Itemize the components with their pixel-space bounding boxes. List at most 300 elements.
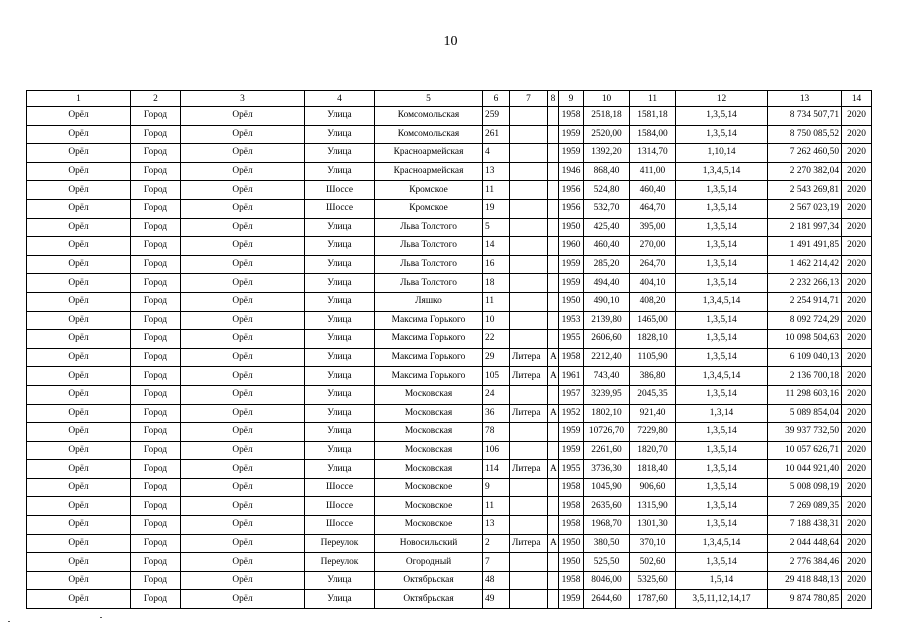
cell-living-area: 5325,60 <box>630 571 676 590</box>
cell-living-area: 1315,90 <box>630 497 676 516</box>
cell-letter <box>548 218 559 237</box>
cell-locality: Орёл <box>181 460 305 479</box>
cell-year-built: 1955 <box>559 460 584 479</box>
cell-locality: Орёл <box>181 255 305 274</box>
cell-work-types: 1,3,5,14 <box>676 274 768 293</box>
cell-house-number: 48 <box>483 571 510 590</box>
cell-cost: 2 776 384,46 <box>768 553 842 572</box>
cell-city: Орёл <box>27 534 131 553</box>
cell-settlement-type: Город <box>131 255 181 274</box>
cell-work-types: 1,3,5,14 <box>676 199 768 218</box>
cell-street-type: Улица <box>305 292 375 311</box>
cell-plan-year: 2020 <box>842 311 872 330</box>
cell-letter <box>548 571 559 590</box>
cell-cost: 2 044 448,64 <box>768 534 842 553</box>
cell-street-name: Московское <box>375 516 483 535</box>
cell-year-built: 1953 <box>559 311 584 330</box>
cell-living-area: 1105,90 <box>630 348 676 367</box>
cell-plan-year: 2020 <box>842 292 872 311</box>
cell-city: Орёл <box>27 478 131 497</box>
cell-work-types: 1,3,5,14 <box>676 181 768 200</box>
cell-year-built: 1958 <box>559 516 584 535</box>
cell-street-type: Шоссе <box>305 199 375 218</box>
cell-street-name: Огородный <box>375 553 483 572</box>
cell-settlement-type: Город <box>131 330 181 349</box>
cell-total-area: 525,50 <box>584 553 630 572</box>
cell-city: Орёл <box>27 367 131 386</box>
column-header-street-name: 5 <box>375 91 483 107</box>
cell-living-area: 411,00 <box>630 162 676 181</box>
cell-living-area: 1314,70 <box>630 144 676 163</box>
cell-year-built: 1946 <box>559 162 584 181</box>
cell-street-type: Улица <box>305 367 375 386</box>
cell-street-type: Переулок <box>305 534 375 553</box>
cell-cost: 7 188 438,31 <box>768 516 842 535</box>
cell-house-number: 11 <box>483 292 510 311</box>
cell-city: Орёл <box>27 590 131 609</box>
cell-living-area: 1828,10 <box>630 330 676 349</box>
cell-living-area: 1820,70 <box>630 441 676 460</box>
cell-letter-label <box>510 237 548 256</box>
cell-locality: Орёл <box>181 497 305 516</box>
cell-cost: 2 181 997,34 <box>768 218 842 237</box>
cell-total-area: 285,20 <box>584 255 630 274</box>
cell-letter <box>548 311 559 330</box>
cell-city: Орёл <box>27 274 131 293</box>
cell-year-built: 1960 <box>559 237 584 256</box>
cell-year-built: 1959 <box>559 144 584 163</box>
cell-street-name: Ляшко <box>375 292 483 311</box>
cell-settlement-type: Город <box>131 478 181 497</box>
cell-street-type: Улица <box>305 441 375 460</box>
cell-house-number: 7 <box>483 553 510 572</box>
cell-letter <box>548 144 559 163</box>
cell-cost: 7 269 089,35 <box>768 497 842 516</box>
table-row <box>27 348 872 367</box>
cell-work-types: 1,3,5,14 <box>676 218 768 237</box>
cell-letter <box>548 199 559 218</box>
cell-work-types: 1,3,5,14 <box>676 107 768 126</box>
cell-living-area: 1465,00 <box>630 311 676 330</box>
cell-street-name: Льва Толстого <box>375 218 483 237</box>
cell-city: Орёл <box>27 255 131 274</box>
cell-plan-year: 2020 <box>842 516 872 535</box>
cell-street-name: Красноармейская <box>375 144 483 163</box>
cell-locality: Орёл <box>181 423 305 442</box>
cell-settlement-type: Город <box>131 534 181 553</box>
cell-letter <box>548 237 559 256</box>
cell-plan-year: 2020 <box>842 330 872 349</box>
cell-settlement-type: Город <box>131 404 181 423</box>
cell-city: Орёл <box>27 441 131 460</box>
column-header-work-types: 12 <box>676 91 768 107</box>
cell-year-built: 1961 <box>559 367 584 386</box>
cell-cost: 2 567 023,19 <box>768 199 842 218</box>
cell-house-number: 13 <box>483 162 510 181</box>
cell-house-number: 11 <box>483 497 510 516</box>
cell-year-built: 1950 <box>559 218 584 237</box>
cell-letter <box>548 590 559 609</box>
cell-work-types: 1,3,5,14 <box>676 460 768 479</box>
cell-settlement-type: Город <box>131 292 181 311</box>
cell-work-types: 1,3,5,14 <box>676 385 768 404</box>
cell-settlement-type: Город <box>131 367 181 386</box>
cell-street-type: Улица <box>305 348 375 367</box>
cell-letter-label <box>510 441 548 460</box>
cell-total-area: 2520,00 <box>584 125 630 144</box>
cell-locality: Орёл <box>181 125 305 144</box>
cell-locality: Орёл <box>181 385 305 404</box>
cell-total-area: 494,40 <box>584 274 630 293</box>
cell-settlement-type: Город <box>131 423 181 442</box>
cell-street-name: Максима Горького <box>375 311 483 330</box>
cell-living-area: 906,60 <box>630 478 676 497</box>
column-header-letter: 8 <box>548 91 559 107</box>
cell-total-area: 3736,30 <box>584 460 630 479</box>
table-row <box>27 385 872 404</box>
cell-living-area: 408,20 <box>630 292 676 311</box>
cell-letter <box>548 255 559 274</box>
cell-house-number: 13 <box>483 516 510 535</box>
cell-letter-label <box>510 423 548 442</box>
cell-house-number: 22 <box>483 330 510 349</box>
cell-street-name: Кромское <box>375 181 483 200</box>
cell-cost: 10 044 921,40 <box>768 460 842 479</box>
cell-letter <box>548 423 559 442</box>
cell-total-area: 743,40 <box>584 367 630 386</box>
cell-total-area: 2139,80 <box>584 311 630 330</box>
table-row <box>27 516 872 535</box>
cell-street-type: Шоссе <box>305 516 375 535</box>
cell-letter-label <box>510 255 548 274</box>
cell-city: Орёл <box>27 125 131 144</box>
scan-speck <box>100 617 102 618</box>
cell-work-types: 1,3,14 <box>676 404 768 423</box>
cell-living-area: 1301,30 <box>630 516 676 535</box>
column-header-street-type: 4 <box>305 91 375 107</box>
column-header-year-built: 9 <box>559 91 584 107</box>
cell-street-name: Красноармейская <box>375 162 483 181</box>
table-row <box>27 460 872 479</box>
cell-year-built: 1959 <box>559 590 584 609</box>
cell-letter <box>548 274 559 293</box>
cell-cost: 8 092 724,29 <box>768 311 842 330</box>
cell-street-type: Переулок <box>305 553 375 572</box>
cell-locality: Орёл <box>181 292 305 311</box>
cell-locality: Орёл <box>181 478 305 497</box>
table-row <box>27 181 872 200</box>
cell-letter <box>548 385 559 404</box>
cell-letter <box>548 292 559 311</box>
cell-total-area: 2644,60 <box>584 590 630 609</box>
column-header-total-area: 10 <box>584 91 630 107</box>
cell-locality: Орёл <box>181 181 305 200</box>
cell-living-area: 270,00 <box>630 237 676 256</box>
column-header-house-number: 6 <box>483 91 510 107</box>
cell-living-area: 404,10 <box>630 274 676 293</box>
cell-year-built: 1959 <box>559 423 584 442</box>
cell-city: Орёл <box>27 237 131 256</box>
cell-work-types: 1,3,5,14 <box>676 497 768 516</box>
table-row <box>27 218 872 237</box>
cell-city: Орёл <box>27 497 131 516</box>
cell-city: Орёл <box>27 330 131 349</box>
cell-plan-year: 2020 <box>842 162 872 181</box>
cell-living-area: 370,10 <box>630 534 676 553</box>
cell-plan-year: 2020 <box>842 478 872 497</box>
cell-house-number: 4 <box>483 144 510 163</box>
cell-plan-year: 2020 <box>842 553 872 572</box>
cell-total-area: 1968,70 <box>584 516 630 535</box>
cell-letter-label <box>510 385 548 404</box>
cell-settlement-type: Город <box>131 385 181 404</box>
cell-settlement-type: Город <box>131 162 181 181</box>
cell-cost: 8 750 085,52 <box>768 125 842 144</box>
cell-letter <box>548 181 559 200</box>
cell-year-built: 1955 <box>559 330 584 349</box>
cell-street-type: Улица <box>305 107 375 126</box>
cell-year-built: 1958 <box>559 497 584 516</box>
cell-letter <box>548 125 559 144</box>
table-row <box>27 441 872 460</box>
table-row <box>27 330 872 349</box>
cell-locality: Орёл <box>181 311 305 330</box>
cell-year-built: 1952 <box>559 404 584 423</box>
cell-letter <box>548 441 559 460</box>
cell-year-built: 1959 <box>559 255 584 274</box>
table-row <box>27 144 872 163</box>
cell-settlement-type: Город <box>131 237 181 256</box>
cell-house-number: 105 <box>483 367 510 386</box>
cell-plan-year: 2020 <box>842 385 872 404</box>
cell-cost: 8 734 507,71 <box>768 107 842 126</box>
cell-street-name: Московская <box>375 404 483 423</box>
cell-street-type: Улица <box>305 237 375 256</box>
cell-plan-year: 2020 <box>842 274 872 293</box>
cell-letter <box>548 330 559 349</box>
column-header-locality: 3 <box>181 91 305 107</box>
cell-settlement-type: Город <box>131 311 181 330</box>
cell-settlement-type: Город <box>131 348 181 367</box>
cell-settlement-type: Город <box>131 274 181 293</box>
cell-locality: Орёл <box>181 348 305 367</box>
cell-cost: 2 136 700,18 <box>768 367 842 386</box>
cell-city: Орёл <box>27 385 131 404</box>
cell-work-types: 1,3,5,14 <box>676 237 768 256</box>
cell-plan-year: 2020 <box>842 497 872 516</box>
cell-street-name: Октябрьская <box>375 571 483 590</box>
cell-year-built: 1957 <box>559 385 584 404</box>
cell-settlement-type: Город <box>131 125 181 144</box>
cell-living-area: 2045,35 <box>630 385 676 404</box>
cell-letter-label: Литера <box>510 460 548 479</box>
cell-street-name: Комсомольская <box>375 125 483 144</box>
cell-locality: Орёл <box>181 534 305 553</box>
table-row <box>27 162 872 181</box>
cell-settlement-type: Город <box>131 107 181 126</box>
cell-plan-year: 2020 <box>842 144 872 163</box>
cell-cost: 5 008 098,19 <box>768 478 842 497</box>
cell-city: Орёл <box>27 107 131 126</box>
cell-year-built: 1959 <box>559 125 584 144</box>
cell-locality: Орёл <box>181 274 305 293</box>
cell-street-type: Улица <box>305 590 375 609</box>
cell-settlement-type: Город <box>131 199 181 218</box>
cell-settlement-type: Город <box>131 218 181 237</box>
cell-work-types: 1,3,5,14 <box>676 478 768 497</box>
cell-cost: 11 298 603,16 <box>768 385 842 404</box>
cell-street-name: Максима Горького <box>375 330 483 349</box>
column-header-settlement-type: 2 <box>131 91 181 107</box>
cell-street-type: Улица <box>305 385 375 404</box>
cell-street-name: Льва Толстого <box>375 255 483 274</box>
cell-letter-label <box>510 311 548 330</box>
cell-total-area: 10726,70 <box>584 423 630 442</box>
scan-speck <box>8 621 10 622</box>
cell-year-built: 1959 <box>559 274 584 293</box>
cell-street-name: Московская <box>375 441 483 460</box>
cell-locality: Орёл <box>181 367 305 386</box>
cell-year-built: 1958 <box>559 348 584 367</box>
cell-plan-year: 2020 <box>842 367 872 386</box>
cell-work-types: 1,3,5,14 <box>676 516 768 535</box>
cell-total-area: 2212,40 <box>584 348 630 367</box>
housing-registry-table <box>26 90 872 609</box>
cell-total-area: 1045,90 <box>584 478 630 497</box>
cell-letter-label: Литера <box>510 367 548 386</box>
cell-plan-year: 2020 <box>842 441 872 460</box>
cell-settlement-type: Город <box>131 516 181 535</box>
cell-street-name: Московская <box>375 385 483 404</box>
cell-street-name: Кромское <box>375 199 483 218</box>
cell-letter: А <box>548 367 559 386</box>
cell-cost: 10 057 626,71 <box>768 441 842 460</box>
table-row <box>27 199 872 218</box>
cell-letter: А <box>548 348 559 367</box>
cell-letter-label <box>510 478 548 497</box>
cell-locality: Орёл <box>181 571 305 590</box>
cell-settlement-type: Город <box>131 181 181 200</box>
cell-house-number: 261 <box>483 125 510 144</box>
cell-work-types: 1,3,5,14 <box>676 255 768 274</box>
cell-house-number: 24 <box>483 385 510 404</box>
cell-city: Орёл <box>27 218 131 237</box>
cell-letter-label <box>510 516 548 535</box>
cell-locality: Орёл <box>181 330 305 349</box>
cell-street-type: Шоссе <box>305 478 375 497</box>
cell-year-built: 1956 <box>559 199 584 218</box>
cell-house-number: 19 <box>483 199 510 218</box>
cell-living-area: 395,00 <box>630 218 676 237</box>
cell-living-area: 502,60 <box>630 553 676 572</box>
cell-living-area: 7229,80 <box>630 423 676 442</box>
cell-cost: 10 098 504,63 <box>768 330 842 349</box>
cell-letter: А <box>548 534 559 553</box>
cell-letter <box>548 162 559 181</box>
cell-cost: 2 232 266,13 <box>768 274 842 293</box>
column-header-cost: 13 <box>768 91 842 107</box>
cell-locality: Орёл <box>181 553 305 572</box>
cell-house-number: 14 <box>483 237 510 256</box>
cell-letter-label <box>510 571 548 590</box>
cell-work-types: 1,3,5,14 <box>676 330 768 349</box>
cell-year-built: 1958 <box>559 107 584 126</box>
cell-living-area: 464,70 <box>630 199 676 218</box>
column-header-living-area: 11 <box>630 91 676 107</box>
cell-locality: Орёл <box>181 516 305 535</box>
cell-street-name: Московская <box>375 460 483 479</box>
cell-year-built: 1950 <box>559 553 584 572</box>
cell-living-area: 1584,00 <box>630 125 676 144</box>
cell-letter <box>548 516 559 535</box>
cell-street-name: Московское <box>375 478 483 497</box>
cell-city: Орёл <box>27 199 131 218</box>
cell-city: Орёл <box>27 292 131 311</box>
cell-cost: 2 254 914,71 <box>768 292 842 311</box>
cell-house-number: 106 <box>483 441 510 460</box>
cell-plan-year: 2020 <box>842 107 872 126</box>
table-row <box>27 255 872 274</box>
cell-house-number: 259 <box>483 107 510 126</box>
cell-locality: Орёл <box>181 404 305 423</box>
cell-letter-label <box>510 274 548 293</box>
cell-house-number: 16 <box>483 255 510 274</box>
cell-plan-year: 2020 <box>842 181 872 200</box>
cell-street-type: Улица <box>305 404 375 423</box>
cell-plan-year: 2020 <box>842 255 872 274</box>
cell-house-number: 18 <box>483 274 510 293</box>
cell-street-name: Максима Горького <box>375 367 483 386</box>
cell-plan-year: 2020 <box>842 423 872 442</box>
cell-plan-year: 2020 <box>842 348 872 367</box>
cell-settlement-type: Город <box>131 571 181 590</box>
cell-work-types: 1,10,14 <box>676 144 768 163</box>
cell-living-area: 1581,18 <box>630 107 676 126</box>
cell-cost: 2 270 382,04 <box>768 162 842 181</box>
cell-street-name: Московское <box>375 497 483 516</box>
table-row <box>27 534 872 553</box>
cell-house-number: 29 <box>483 348 510 367</box>
cell-house-number: 36 <box>483 404 510 423</box>
cell-settlement-type: Город <box>131 553 181 572</box>
cell-cost: 7 262 460,50 <box>768 144 842 163</box>
table-row <box>27 404 872 423</box>
cell-house-number: 5 <box>483 218 510 237</box>
cell-total-area: 460,40 <box>584 237 630 256</box>
cell-total-area: 2635,60 <box>584 497 630 516</box>
page-number: 10 <box>443 34 458 49</box>
cell-letter-label <box>510 553 548 572</box>
cell-street-type: Улица <box>305 571 375 590</box>
cell-total-area: 425,40 <box>584 218 630 237</box>
cell-letter-label <box>510 162 548 181</box>
cell-year-built: 1959 <box>559 441 584 460</box>
table-row <box>27 571 872 590</box>
cell-letter-label <box>510 330 548 349</box>
column-header-letter-label: 7 <box>510 91 548 107</box>
cell-street-name: Льва Толстого <box>375 237 483 256</box>
cell-total-area: 490,10 <box>584 292 630 311</box>
cell-letter-label: Литера <box>510 534 548 553</box>
cell-street-type: Шоссе <box>305 497 375 516</box>
cell-locality: Орёл <box>181 144 305 163</box>
cell-city: Орёл <box>27 348 131 367</box>
cell-letter-label <box>510 199 548 218</box>
cell-cost: 5 089 854,04 <box>768 404 842 423</box>
cell-city: Орёл <box>27 516 131 535</box>
cell-street-type: Улица <box>305 274 375 293</box>
table-row <box>27 125 872 144</box>
